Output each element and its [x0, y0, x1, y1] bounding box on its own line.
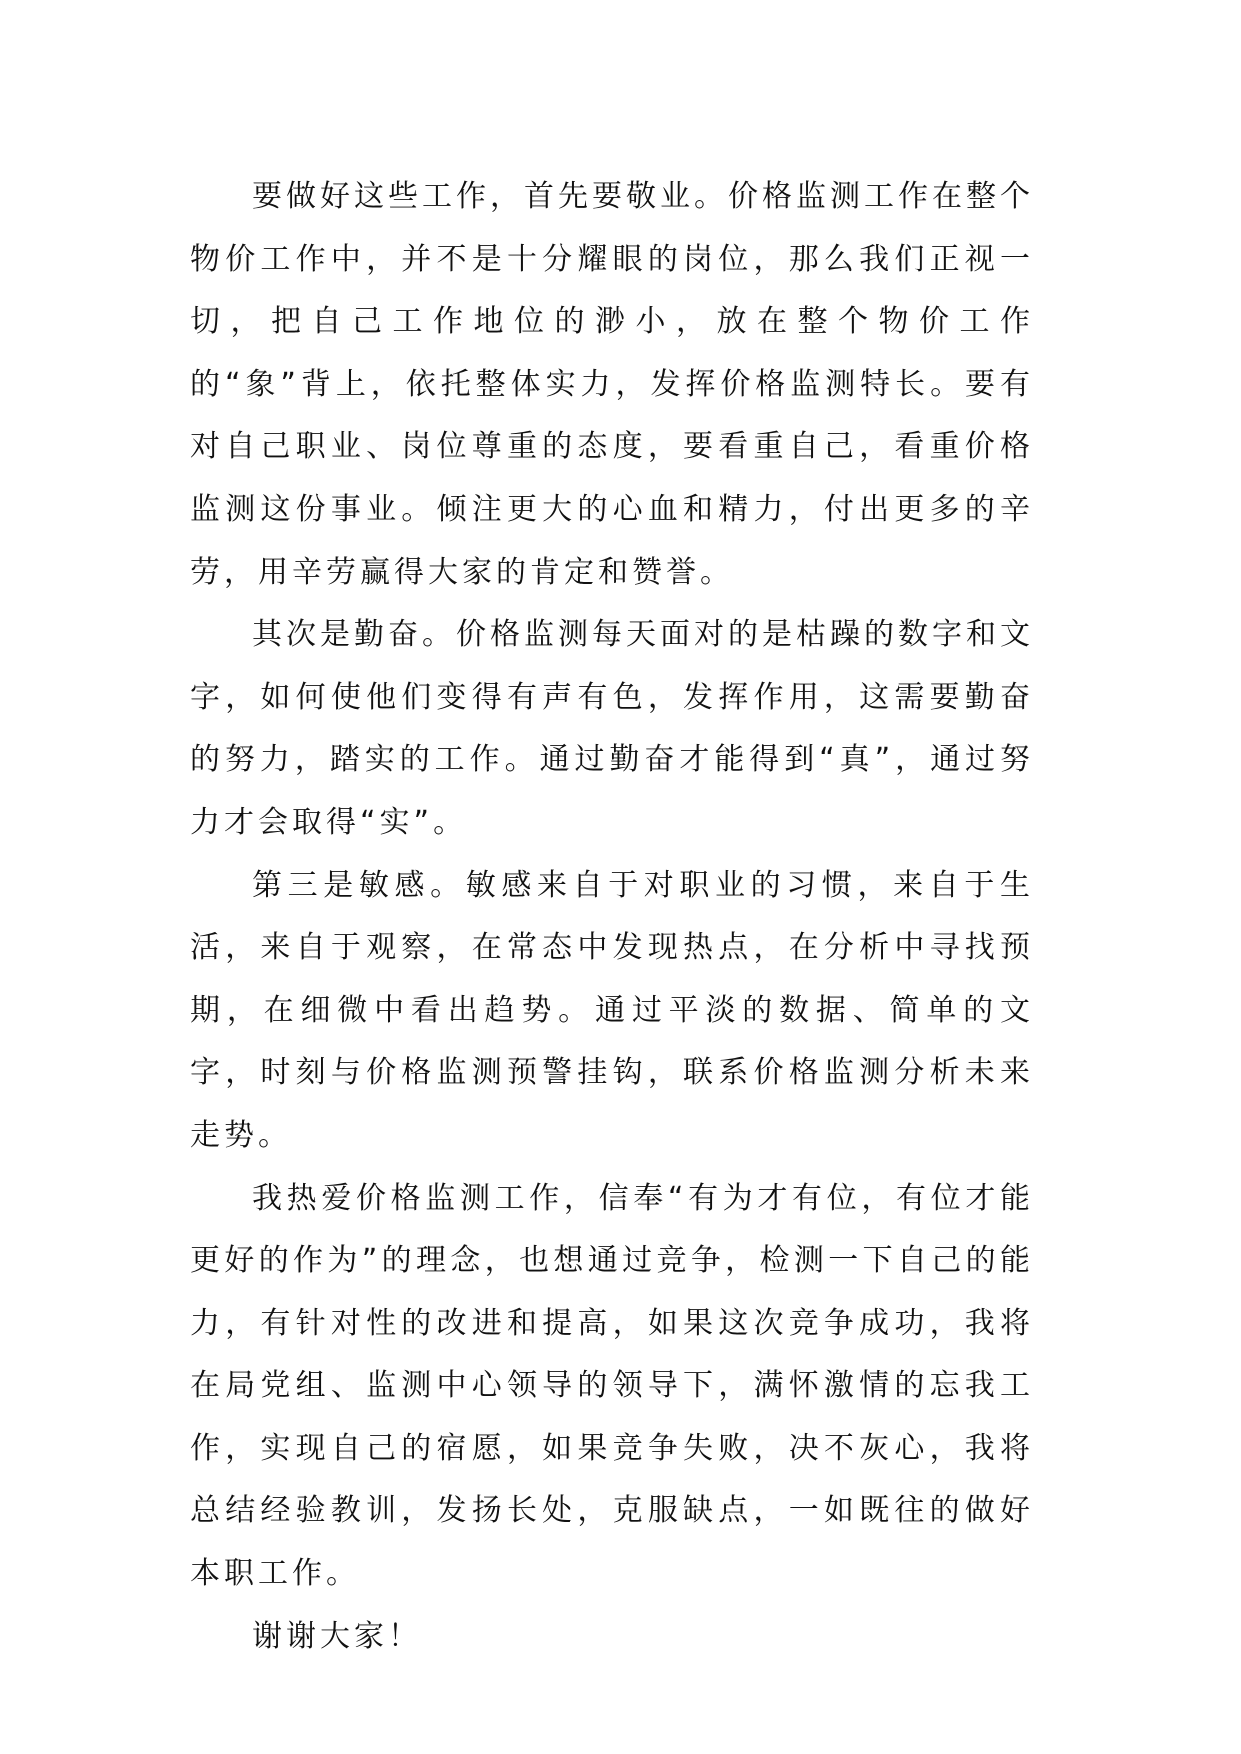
document-body [190, 166, 1034, 1668]
paragraph-sensitivity: 第三是敏感。敏感来自于对职业的习惯，来自于生活，来自于观察，在常态中发现热点，在分析中寻找预期，在细微中看出趋势。通过平淡的数据、简单的文字，时刻与价格监测预警挂钩，联系价格监测分析未来走势。 [190, 867, 1034, 1153]
paragraph-dedication: 要做好这些工作，首先要敬业。价格监测工作在整个物价工作中，并不是十分耀眼的岗位，那么我们正视一切，把自己工作地位的渺小，放在整个物价工作的“象”背上，依托整体实力，发挥价格监测特长。要有对自己职业、岗位尊重的态度，要看重自己，看重价格监测这份事业。倾注更大的心血和精力，付出更多的辛劳，用辛劳赢得大家的肯定和赞誉。 [190, 179, 1034, 590]
paragraph-diligence: 其次是勤奋。价格监测每天面对的是枯躁的数字和文字，如何使他们变得有声有色，发挥作用，这需要勤奋的努力，踏实的工作。通过勤奋才能得到“真”，通过努力才会取得“实”。 [190, 617, 1034, 840]
paragraph-commitment: 我热爱价格监测工作，信奉“有为才有位，有位才能更好的作为”的理念，也想通过竞争，检测一下自己的能力，有针对性的改进和提高，如果这次竞争成功，我将在局党组、监测中心领导的领导下，满怀激情的忘我工作，实现自己的宿愿，如果竞争失败，决不灰心，我将总结经验教训，发扬长处，克服缺点，一如既往的做好本职工作。 [190, 1180, 1034, 1592]
paragraph-thanks: 谢谢大家！ [252, 1618, 422, 1654]
